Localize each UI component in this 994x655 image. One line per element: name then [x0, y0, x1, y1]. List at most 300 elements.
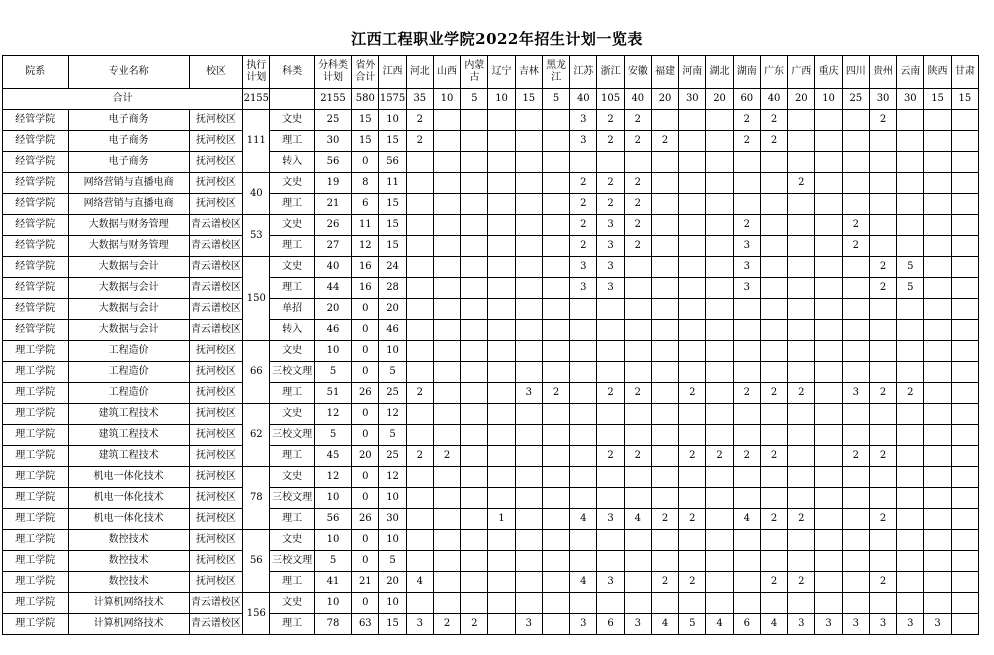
province-cell	[461, 467, 488, 488]
province-cell: 2	[624, 383, 651, 404]
province-cell	[706, 215, 733, 236]
province-cell	[488, 425, 515, 446]
col-header-province: 广西	[788, 56, 815, 89]
province-cell	[515, 236, 542, 257]
dept-cell: 经管学院	[3, 131, 69, 152]
province-cell: 25	[379, 446, 406, 467]
exec-plan-cell: 40	[243, 173, 270, 215]
major-cell: 建筑工程技术	[68, 446, 189, 467]
province-cell	[433, 110, 460, 131]
province-cell: 12	[379, 467, 406, 488]
province-cell	[461, 215, 488, 236]
province-cell	[651, 530, 678, 551]
sub-plan-cell: 5	[314, 362, 351, 383]
province-cell	[924, 131, 951, 152]
total-province-cell: 105	[597, 89, 624, 110]
province-cell	[760, 341, 787, 362]
province-cell	[570, 362, 597, 383]
province-cell	[406, 488, 433, 509]
table-row	[3, 362, 979, 383]
province-cell	[406, 551, 433, 572]
province-cell	[651, 236, 678, 257]
province-cell	[760, 593, 787, 614]
subject-cell: 文史	[270, 173, 314, 194]
province-cell	[406, 320, 433, 341]
province-cell	[679, 593, 706, 614]
province-cell: 3	[842, 383, 869, 404]
subject-cell: 文史	[270, 110, 314, 131]
province-cell	[897, 236, 924, 257]
sub-plan-cell: 46	[314, 320, 351, 341]
total-province-cell: 30	[869, 89, 896, 110]
sub-plan-cell: 12	[314, 467, 351, 488]
province-cell	[842, 488, 869, 509]
province-cell	[624, 551, 651, 572]
province-cell	[433, 425, 460, 446]
province-cell	[897, 362, 924, 383]
province-cell	[924, 509, 951, 530]
province-cell	[570, 383, 597, 404]
province-cell	[515, 509, 542, 530]
province-cell	[788, 425, 815, 446]
province-cell	[788, 593, 815, 614]
campus-cell: 青云谱校区	[189, 614, 242, 635]
province-cell: 2	[679, 383, 706, 404]
province-cell	[461, 110, 488, 131]
province-cell: 3	[788, 614, 815, 635]
total-province-cell: 20	[706, 89, 733, 110]
province-cell: 11	[379, 173, 406, 194]
province-cell	[515, 404, 542, 425]
province-cell	[406, 173, 433, 194]
province-cell	[815, 530, 842, 551]
province-cell: 2	[624, 236, 651, 257]
province-cell	[815, 572, 842, 593]
col-header-province: 黑龙江	[542, 56, 569, 89]
sub-plan-cell: 27	[314, 236, 351, 257]
province-cell	[788, 446, 815, 467]
exec-plan-cell: 156	[243, 593, 270, 635]
province-cell: 3	[597, 572, 624, 593]
province-cell	[951, 614, 978, 635]
major-cell: 工程造价	[68, 362, 189, 383]
sub-plan-cell: 5	[314, 425, 351, 446]
subject-cell: 单招	[270, 299, 314, 320]
outside-cell: 0	[352, 530, 379, 551]
total-province-cell: 5	[461, 89, 488, 110]
dept-cell: 理工学院	[3, 530, 69, 551]
province-cell	[651, 194, 678, 215]
province-cell: 2	[869, 110, 896, 131]
province-cell	[951, 383, 978, 404]
province-cell: 2	[597, 173, 624, 194]
sub-plan-cell: 12	[314, 404, 351, 425]
province-cell	[461, 320, 488, 341]
province-cell: 2	[760, 131, 787, 152]
province-cell	[433, 215, 460, 236]
table-row	[3, 236, 979, 257]
outside-cell: 0	[352, 320, 379, 341]
total-outside: 580	[352, 89, 379, 110]
total-province-cell: 25	[842, 89, 869, 110]
total-province-cell: 10	[488, 89, 515, 110]
province-cell	[406, 362, 433, 383]
province-cell	[815, 404, 842, 425]
province-cell	[951, 593, 978, 614]
province-cell	[815, 446, 842, 467]
province-cell	[488, 173, 515, 194]
dept-cell: 经管学院	[3, 236, 69, 257]
province-cell	[542, 320, 569, 341]
sub-plan-cell: 44	[314, 278, 351, 299]
outside-cell: 16	[352, 257, 379, 278]
province-cell	[570, 404, 597, 425]
sub-plan-cell: 26	[314, 215, 351, 236]
province-cell	[869, 152, 896, 173]
province-cell	[651, 278, 678, 299]
province-cell: 15	[379, 236, 406, 257]
col-header-province: 甘肃	[951, 56, 978, 89]
province-cell	[597, 320, 624, 341]
province-cell	[788, 152, 815, 173]
table-row	[3, 530, 979, 551]
province-cell	[706, 530, 733, 551]
subject-cell: 文史	[270, 467, 314, 488]
province-cell	[461, 530, 488, 551]
total-row	[3, 89, 979, 110]
campus-cell: 青云谱校区	[189, 257, 242, 278]
province-cell: 3	[733, 278, 760, 299]
province-cell	[679, 488, 706, 509]
province-cell	[461, 257, 488, 278]
table-row	[3, 488, 979, 509]
province-cell	[570, 551, 597, 572]
province-cell	[515, 467, 542, 488]
province-cell	[842, 320, 869, 341]
province-cell	[842, 530, 869, 551]
province-cell	[515, 425, 542, 446]
total-province-cell: 5	[542, 89, 569, 110]
province-cell: 4	[651, 614, 678, 635]
province-cell	[951, 152, 978, 173]
province-cell	[842, 551, 869, 572]
province-cell	[433, 341, 460, 362]
exec-plan-cell: 66	[243, 341, 270, 404]
province-cell	[951, 257, 978, 278]
col-header-subject: 科类	[270, 56, 314, 89]
campus-cell: 青云谱校区	[189, 236, 242, 257]
province-cell	[897, 215, 924, 236]
province-cell	[788, 362, 815, 383]
province-cell	[760, 362, 787, 383]
subject-cell: 三校文理	[270, 362, 314, 383]
province-cell	[488, 341, 515, 362]
province-cell	[760, 299, 787, 320]
province-cell	[706, 467, 733, 488]
province-cell: 3	[733, 236, 760, 257]
subject-cell: 转入	[270, 152, 314, 173]
province-cell	[651, 320, 678, 341]
major-cell: 数控技术	[68, 551, 189, 572]
province-cell	[733, 362, 760, 383]
province-cell: 2	[406, 110, 433, 131]
table-row	[3, 404, 979, 425]
province-cell	[570, 446, 597, 467]
province-cell	[733, 152, 760, 173]
province-cell	[815, 110, 842, 131]
province-cell	[733, 425, 760, 446]
sub-plan-cell: 51	[314, 383, 351, 404]
province-cell	[406, 278, 433, 299]
province-cell	[760, 320, 787, 341]
province-cell	[815, 215, 842, 236]
province-cell: 3	[842, 614, 869, 635]
province-cell: 3	[570, 614, 597, 635]
province-cell: 4	[624, 509, 651, 530]
province-cell	[679, 110, 706, 131]
outside-cell: 11	[352, 215, 379, 236]
province-cell: 2	[570, 173, 597, 194]
table-row	[3, 110, 979, 131]
province-cell	[488, 551, 515, 572]
province-cell: 1	[488, 509, 515, 530]
sub-plan-cell: 56	[314, 509, 351, 530]
subject-cell: 三校文理	[270, 425, 314, 446]
col-header-province: 陕西	[924, 56, 951, 89]
province-cell	[542, 404, 569, 425]
province-cell	[651, 425, 678, 446]
province-cell	[515, 215, 542, 236]
province-cell	[433, 173, 460, 194]
province-cell: 2	[869, 446, 896, 467]
subject-cell: 理工	[270, 236, 314, 257]
province-cell	[760, 236, 787, 257]
province-cell	[924, 152, 951, 173]
province-cell: 2	[679, 572, 706, 593]
outside-cell: 0	[352, 593, 379, 614]
subject-cell: 文史	[270, 215, 314, 236]
province-cell: 2	[624, 131, 651, 152]
province-cell	[788, 467, 815, 488]
col-header-province: 四川	[842, 56, 869, 89]
province-cell	[869, 299, 896, 320]
province-cell: 2	[733, 383, 760, 404]
province-cell: 2	[842, 446, 869, 467]
province-cell: 2	[733, 131, 760, 152]
major-cell: 大数据与会计	[68, 257, 189, 278]
province-cell	[733, 488, 760, 509]
province-cell	[624, 467, 651, 488]
province-cell	[624, 320, 651, 341]
dept-cell: 理工学院	[3, 446, 69, 467]
dept-cell: 经管学院	[3, 257, 69, 278]
province-cell: 2	[624, 110, 651, 131]
province-cell	[433, 299, 460, 320]
province-cell: 2	[406, 131, 433, 152]
province-cell	[542, 173, 569, 194]
table-row	[3, 194, 979, 215]
province-cell	[951, 488, 978, 509]
province-cell	[760, 551, 787, 572]
province-cell: 10	[379, 488, 406, 509]
dept-cell: 经管学院	[3, 278, 69, 299]
province-cell	[515, 110, 542, 131]
province-cell	[815, 173, 842, 194]
province-cell	[433, 362, 460, 383]
subject-cell: 文史	[270, 341, 314, 362]
province-cell	[461, 551, 488, 572]
province-cell	[924, 551, 951, 572]
province-cell: 56	[379, 152, 406, 173]
province-cell	[488, 404, 515, 425]
province-cell	[488, 593, 515, 614]
province-cell	[651, 551, 678, 572]
province-cell	[924, 593, 951, 614]
province-cell	[515, 131, 542, 152]
province-cell	[597, 299, 624, 320]
province-cell: 2	[624, 446, 651, 467]
col-header-province: 辽宁	[488, 56, 515, 89]
col-header-province: 浙江	[597, 56, 624, 89]
sub-plan-cell: 78	[314, 614, 351, 635]
province-cell	[624, 572, 651, 593]
province-cell	[515, 341, 542, 362]
province-cell	[679, 551, 706, 572]
province-cell	[515, 173, 542, 194]
province-cell	[488, 215, 515, 236]
province-cell: 2	[869, 278, 896, 299]
province-cell	[542, 110, 569, 131]
province-cell: 2	[679, 509, 706, 530]
outside-cell: 12	[352, 236, 379, 257]
outside-cell: 26	[352, 509, 379, 530]
province-cell	[679, 404, 706, 425]
province-cell: 5	[897, 257, 924, 278]
province-cell	[515, 572, 542, 593]
province-cell	[406, 593, 433, 614]
province-cell	[488, 320, 515, 341]
province-cell	[461, 194, 488, 215]
major-cell: 大数据与财务管理	[68, 215, 189, 236]
campus-cell: 抚河校区	[189, 152, 242, 173]
major-cell: 电子商务	[68, 152, 189, 173]
dept-cell: 理工学院	[3, 572, 69, 593]
table-row	[3, 572, 979, 593]
province-cell	[897, 593, 924, 614]
province-cell	[542, 362, 569, 383]
province-cell	[433, 488, 460, 509]
major-cell: 建筑工程技术	[68, 404, 189, 425]
province-cell	[433, 278, 460, 299]
province-cell	[624, 404, 651, 425]
campus-cell: 抚河校区	[189, 110, 242, 131]
province-cell	[897, 509, 924, 530]
province-cell	[515, 320, 542, 341]
province-cell	[679, 362, 706, 383]
province-cell: 2	[869, 572, 896, 593]
subject-cell: 理工	[270, 614, 314, 635]
outside-cell: 0	[352, 551, 379, 572]
dept-cell: 经管学院	[3, 320, 69, 341]
sub-plan-cell: 25	[314, 110, 351, 131]
major-cell: 网络营销与直播电商	[68, 173, 189, 194]
subject-cell: 理工	[270, 446, 314, 467]
province-cell: 3	[570, 257, 597, 278]
province-cell	[488, 572, 515, 593]
total-province-cell: 60	[733, 89, 760, 110]
province-cell: 5	[379, 551, 406, 572]
province-cell	[488, 614, 515, 635]
province-cell	[815, 467, 842, 488]
dept-cell: 理工学院	[3, 383, 69, 404]
province-cell: 3	[597, 509, 624, 530]
province-cell	[869, 173, 896, 194]
province-cell	[897, 446, 924, 467]
page-title: 江西工程职业学院2022年招生计划一览表	[351, 30, 643, 48]
province-cell: 3	[624, 614, 651, 635]
province-cell	[951, 467, 978, 488]
major-cell: 建筑工程技术	[68, 425, 189, 446]
province-cell: 2	[760, 383, 787, 404]
province-cell	[624, 530, 651, 551]
province-cell	[897, 341, 924, 362]
province-cell	[542, 236, 569, 257]
province-cell: 10	[379, 110, 406, 131]
subject-cell: 转入	[270, 320, 314, 341]
province-cell	[788, 299, 815, 320]
province-cell	[951, 236, 978, 257]
province-cell: 4	[406, 572, 433, 593]
col-header-campus: 校区	[189, 56, 242, 89]
province-cell: 2	[897, 383, 924, 404]
sub-plan-cell: 5	[314, 551, 351, 572]
province-cell	[679, 299, 706, 320]
province-cell: 2	[760, 446, 787, 467]
province-cell: 2	[788, 173, 815, 194]
province-cell: 2	[733, 110, 760, 131]
subject-cell: 三校文理	[270, 488, 314, 509]
province-cell	[815, 194, 842, 215]
dept-cell: 经管学院	[3, 152, 69, 173]
major-cell: 计算机网络技术	[68, 593, 189, 614]
province-cell	[461, 299, 488, 320]
province-cell: 2	[406, 383, 433, 404]
province-cell	[488, 488, 515, 509]
province-cell	[760, 278, 787, 299]
province-cell	[651, 488, 678, 509]
province-cell	[897, 404, 924, 425]
province-cell	[706, 572, 733, 593]
sub-plan-cell: 41	[314, 572, 351, 593]
province-cell	[488, 362, 515, 383]
province-cell	[433, 236, 460, 257]
province-cell	[542, 509, 569, 530]
province-cell	[924, 572, 951, 593]
total-province-cell: 30	[897, 89, 924, 110]
province-cell: 2	[869, 509, 896, 530]
province-cell: 5	[379, 362, 406, 383]
province-cell	[924, 488, 951, 509]
province-cell	[842, 572, 869, 593]
province-cell	[842, 362, 869, 383]
province-cell: 12	[379, 404, 406, 425]
province-cell	[433, 572, 460, 593]
subject-cell: 文史	[270, 404, 314, 425]
subject-cell: 理工	[270, 131, 314, 152]
province-cell: 3	[515, 383, 542, 404]
province-cell	[488, 110, 515, 131]
province-cell	[679, 215, 706, 236]
